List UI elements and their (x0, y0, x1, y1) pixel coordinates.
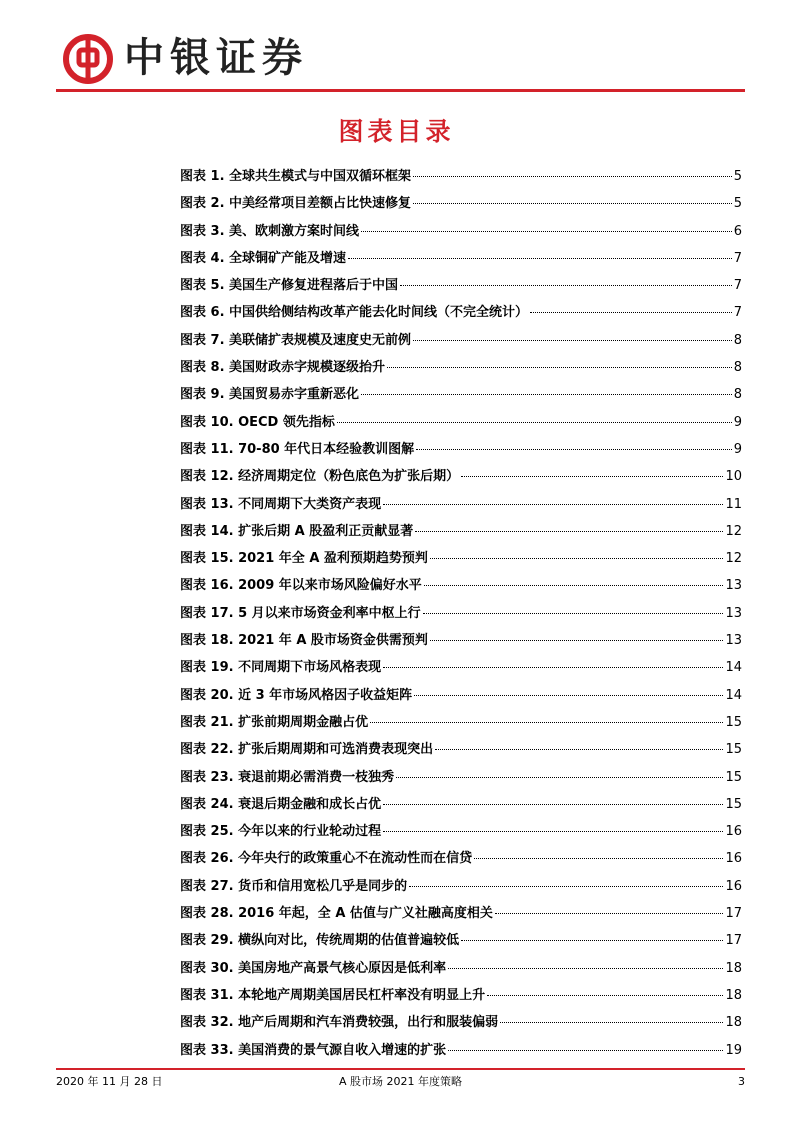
toc-dot-leader (361, 393, 732, 395)
toc-entry-label[interactable]: 图表 13. 不同周期下大类资产表现 (180, 496, 382, 512)
toc-entry-page[interactable]: 15 (725, 796, 742, 812)
toc-entry[interactable] (180, 764, 742, 791)
toc-entry[interactable] (180, 600, 742, 627)
toc-dot-leader (416, 448, 732, 450)
toc-entry[interactable] (180, 354, 742, 381)
toc-entry[interactable] (180, 927, 742, 954)
toc-entry-page[interactable]: 8 (733, 360, 742, 376)
toc-entry[interactable] (180, 955, 742, 982)
toc-entry-page[interactable]: 10 (725, 469, 742, 485)
toc-entry-page[interactable]: 6 (733, 223, 742, 239)
toc-dot-leader (348, 257, 732, 259)
toc-dot-leader (435, 748, 723, 750)
toc-dot-leader (361, 230, 732, 232)
toc-entry-page[interactable]: 14 (725, 687, 742, 703)
footer-page-number: 3 (738, 1075, 745, 1088)
page-header (0, 0, 793, 100)
toc-dot-leader (413, 175, 732, 177)
toc-dot-leader (448, 1049, 723, 1051)
toc-entry-page[interactable]: 18 (725, 1015, 742, 1031)
toc-entry[interactable] (180, 436, 742, 463)
table-of-figures (180, 163, 742, 1064)
toc-entry-label[interactable]: 图表 10. OECD 领先指标 (180, 414, 335, 430)
toc-entry-page[interactable]: 18 (725, 960, 742, 976)
toc-entry[interactable] (180, 654, 742, 681)
toc-entry[interactable] (180, 299, 742, 326)
toc-entry-label[interactable]: 图表 25. 今年以来的行业轮动过程 (180, 824, 382, 840)
footer-date: 2020 年 11 月 28 日 (56, 1075, 163, 1088)
toc-dot-leader (495, 912, 724, 914)
toc-entry[interactable] (180, 190, 742, 217)
toc-entry[interactable] (180, 327, 742, 354)
toc-entry[interactable] (180, 627, 742, 654)
toc-dot-leader (396, 776, 723, 778)
toc-entry-label[interactable]: 图表 14. 扩张后期 A 股盈利正贡献显著 (180, 523, 414, 539)
toc-entry-label[interactable]: 图表 9. 美国贸易赤字重新恶化 (180, 387, 360, 403)
toc-entry-page[interactable]: 16 (725, 824, 742, 840)
toc-entry-page[interactable]: 13 (725, 605, 742, 621)
toc-entry[interactable] (180, 845, 742, 872)
toc-entry-label[interactable]: 图表 33. 美国消费的景气源自收入增速的扩张 (180, 1042, 447, 1058)
toc-entry-page[interactable]: 15 (725, 769, 742, 785)
toc-entry-page[interactable]: 7 (733, 278, 742, 294)
toc-dot-leader (413, 202, 732, 204)
toc-entry-label[interactable]: 图表 15. 2021 年全 A 盈利预期趋势预判 (180, 551, 428, 567)
toc-dot-leader (448, 967, 723, 969)
toc-entry-label[interactable]: 图表 12. 经济周期定位（粉色底色为扩张后期） (180, 469, 460, 485)
toc-entry-page[interactable]: 11 (725, 496, 742, 512)
toc-entry-page[interactable]: 15 (725, 742, 742, 758)
toc-entry-label[interactable]: 图表 19. 不同周期下市场风格表现 (180, 660, 382, 676)
toc-dot-leader (370, 721, 723, 723)
toc-entry[interactable] (180, 736, 742, 763)
toc-dot-leader (383, 803, 723, 805)
toc-entry-label[interactable]: 图表 20. 近 3 年市场风格因子收益矩阵 (180, 687, 413, 703)
toc-entry[interactable] (180, 491, 742, 518)
toc-entry[interactable] (180, 682, 742, 709)
toc-entry-label[interactable]: 图表 28. 2016 年起，全 A 估值与广义社融高度相关 (180, 906, 493, 922)
toc-dot-leader (424, 584, 724, 586)
toc-entry-page[interactable]: 17 (725, 906, 742, 922)
toc-entry-page[interactable]: 7 (733, 250, 742, 266)
toc-entry-page[interactable]: 12 (725, 523, 742, 539)
toc-entry-page[interactable]: 8 (733, 332, 742, 348)
toc-entry-page[interactable]: 9 (733, 414, 742, 430)
toc-dot-leader (414, 694, 723, 696)
toc-entry-label[interactable]: 图表 32. 地产后周期和汽车消费较强，出行和服装偏弱 (180, 1015, 499, 1031)
toc-entry-page[interactable]: 5 (733, 169, 742, 184)
toc-entry[interactable] (180, 245, 742, 272)
toc-entry[interactable] (180, 409, 742, 436)
toc-dot-leader (430, 557, 724, 559)
toc-entry[interactable] (180, 463, 742, 490)
footer-report-title: A 股市场 2021 年度策略 (338, 1075, 462, 1088)
page-title: 图表目录 (338, 117, 455, 146)
toc-entry-page[interactable]: 5 (733, 196, 742, 212)
toc-dot-leader (487, 994, 723, 996)
toc-entry-label[interactable]: 图表 11. 70-80 年代日本经验教训图解 (180, 441, 415, 457)
toc-entry-label[interactable]: 图表 8. 美国财政赤字规模逐级抬升 (180, 360, 386, 376)
toc-entry-label[interactable]: 图表 17. 5 月以来市场资金利率中枢上行 (180, 605, 421, 621)
toc-entry[interactable] (180, 545, 742, 572)
boc-logo-icon (62, 33, 114, 85)
toc-entry-label[interactable]: 图表 16. 2009 年以来市场风险偏好水平 (180, 578, 422, 594)
toc-dot-leader (413, 339, 732, 341)
brand-name: 中银证券 (124, 34, 308, 81)
toc-entry-page[interactable]: 13 (725, 578, 742, 594)
toc-entry-label[interactable]: 图表 21. 扩张前期周期金融占优 (180, 714, 369, 730)
toc-entry-page[interactable]: 15 (725, 714, 742, 730)
toc-entry[interactable] (180, 218, 742, 245)
toc-entry[interactable] (180, 163, 742, 190)
toc-entry-page[interactable]: 13 (725, 633, 742, 649)
page-footer (56, 1074, 745, 1090)
toc-entry-page[interactable]: 18 (725, 987, 742, 1003)
toc-entry[interactable] (180, 709, 742, 736)
toc-entry-label[interactable]: 图表 29. 横纵向对比，传统周期的估值普遍较低 (180, 933, 460, 949)
toc-dot-leader (383, 666, 723, 668)
toc-entry-page[interactable]: 17 (725, 933, 742, 949)
toc-dot-leader (415, 530, 723, 532)
toc-dot-leader (337, 421, 732, 423)
toc-entry[interactable] (180, 873, 742, 900)
toc-entry[interactable] (180, 818, 742, 845)
toc-entry-label[interactable]: 图表 7. 美联储扩表规模及速度史无前例 (180, 332, 412, 348)
toc-dot-leader (461, 939, 723, 941)
toc-entry-label[interactable]: 图表 3. 美、欧刺激方案时间线 (180, 223, 360, 239)
toc-entry[interactable] (180, 381, 742, 408)
toc-entry-label[interactable]: 图表 30. 美国房地产高景气核心原因是低利率 (180, 960, 447, 976)
toc-entry-label[interactable]: 图表 27. 货币和信用宽松几乎是同步的 (180, 878, 408, 894)
toc-dot-leader (400, 284, 732, 286)
toc-entry-page[interactable]: 12 (725, 551, 742, 567)
toc-entry[interactable] (180, 518, 742, 545)
toc-entry-page[interactable]: 7 (733, 305, 742, 321)
toc-entry-page[interactable]: 16 (725, 878, 742, 894)
toc-entry-label[interactable]: 图表 1. 全球共生模式与中国双循环框架 (180, 169, 412, 184)
toc-entry-label[interactable]: 图表 31. 本轮地产周期美国居民杠杆率没有明显上升 (180, 987, 486, 1003)
toc-dot-leader (500, 1021, 723, 1023)
toc-entry[interactable] (180, 572, 742, 599)
toc-entry-label[interactable]: 图表 24. 衰退后期金融和成长占优 (180, 796, 382, 812)
toc-entry-label[interactable]: 图表 5. 美国生产修复进程落后于中国 (180, 278, 399, 294)
toc-entry-page[interactable]: 19 (725, 1042, 742, 1058)
header-divider (56, 89, 745, 92)
toc-entry-label[interactable]: 图表 26. 今年央行的政策重心不在流动性而在信贷 (180, 851, 473, 867)
toc-entry[interactable] (180, 791, 742, 818)
toc-entry[interactable] (180, 1009, 742, 1036)
toc-entry[interactable] (180, 982, 742, 1009)
toc-dot-leader (383, 503, 723, 505)
toc-entry-label[interactable]: 图表 4. 全球铜矿产能及增速 (180, 250, 347, 266)
toc-entry-page[interactable]: 9 (733, 441, 742, 457)
toc-entry-page[interactable]: 8 (733, 387, 742, 403)
toc-entry-label[interactable]: 图表 18. 2021 年 A 股市场资金供需预判 (180, 633, 428, 649)
toc-dot-leader (530, 311, 732, 313)
toc-dot-leader (430, 639, 724, 641)
toc-entry-label[interactable]: 图表 2. 中美经常项目差额占比快速修复 (180, 196, 412, 212)
toc-entry[interactable] (180, 1037, 742, 1064)
footer-divider (56, 1068, 745, 1070)
toc-entry-label[interactable]: 图表 6. 中国供给侧结构改革产能去化时间线（不完全统计） (180, 305, 529, 321)
toc-dot-leader (409, 885, 723, 887)
toc-dot-leader (474, 857, 723, 859)
toc-entry-page[interactable]: 16 (725, 851, 742, 867)
toc-dot-leader (387, 366, 732, 368)
toc-entry-page[interactable]: 14 (725, 660, 742, 676)
toc-dot-leader (423, 612, 724, 614)
toc-entry-label[interactable]: 图表 22. 扩张后期周期和可选消费表现突出 (180, 742, 434, 758)
toc-entry[interactable] (180, 900, 742, 927)
toc-dot-leader (383, 830, 723, 832)
toc-dot-leader (461, 475, 723, 477)
toc-entry-label[interactable]: 图表 23. 衰退前期必需消费一枝独秀 (180, 769, 395, 785)
toc-entry[interactable] (180, 272, 742, 299)
